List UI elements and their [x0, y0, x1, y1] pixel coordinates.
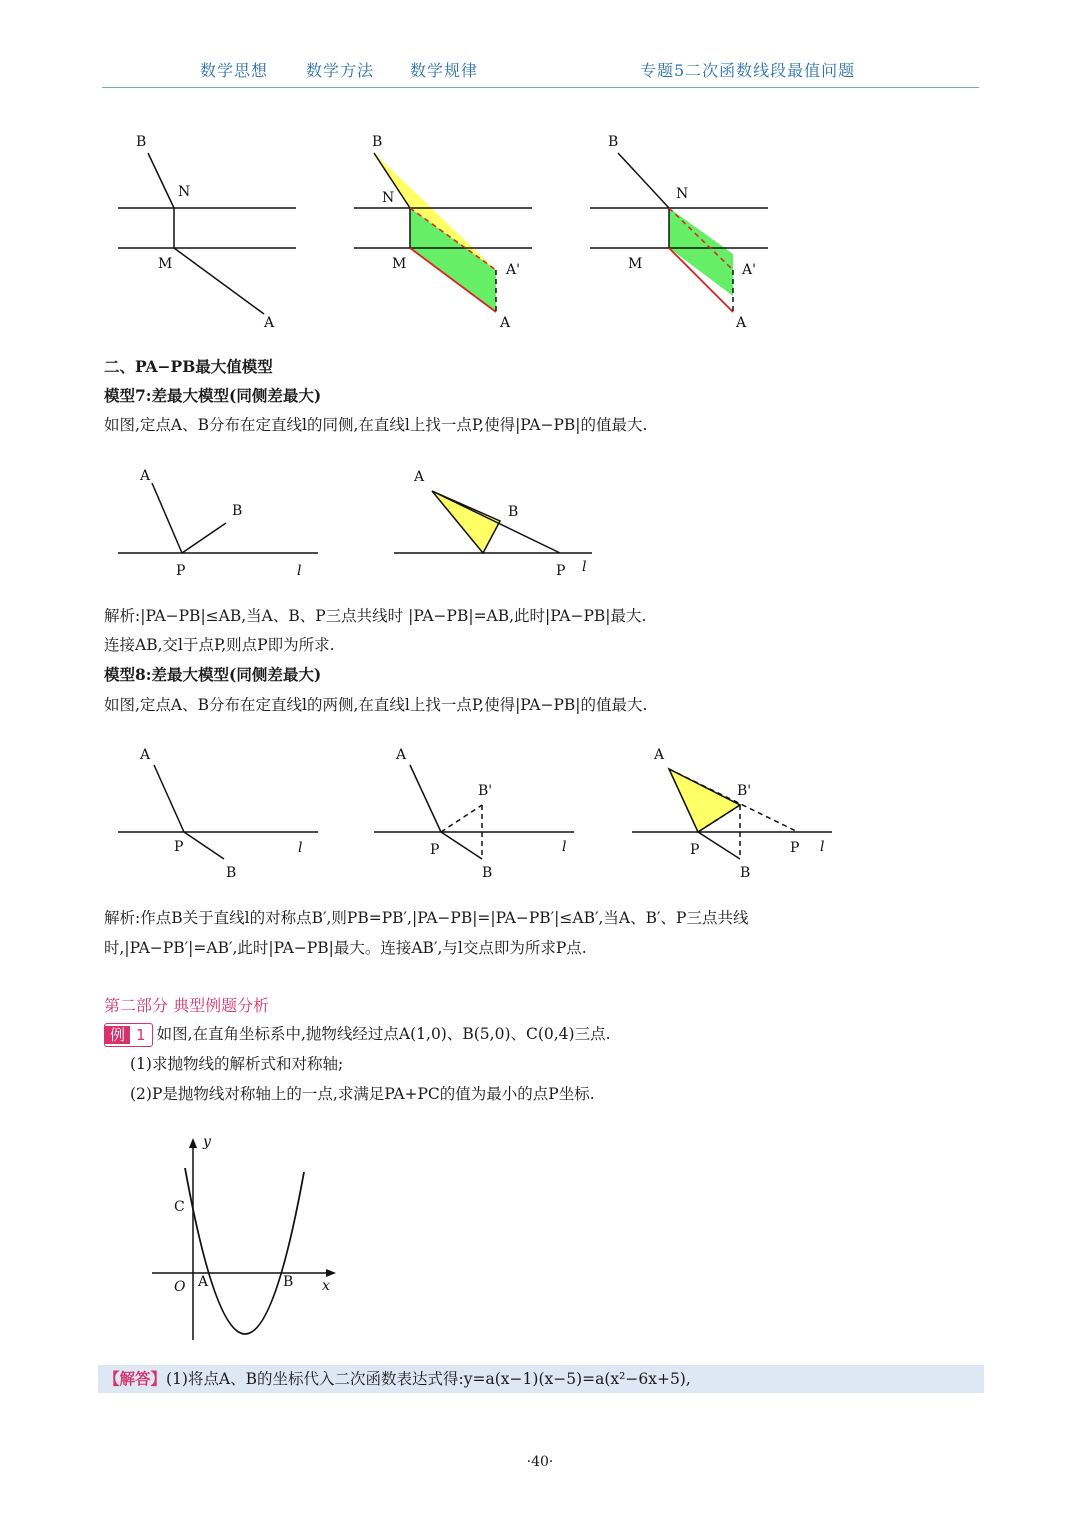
label-B: B [372, 134, 383, 150]
label-P: P [174, 839, 184, 855]
label-N: N [178, 184, 191, 200]
label-A: A [264, 315, 275, 331]
label-M: M [628, 256, 643, 272]
bridge-figure-1 [118, 134, 296, 331]
label-P: P [176, 563, 186, 579]
label-B: B [232, 503, 243, 519]
answer-line [104, 1368, 691, 1390]
label-B: B [508, 504, 519, 520]
bridge-figure-2 [354, 134, 532, 331]
parabola-curve [185, 1168, 304, 1334]
label-P: P [790, 840, 800, 856]
label-A: A [500, 315, 511, 331]
label-M: M [392, 256, 407, 272]
label-A: A [396, 747, 407, 763]
label-C: C [174, 1199, 185, 1215]
figure-model8 [100, 735, 840, 885]
label-l: l [820, 839, 825, 855]
answer-text: (1)将点A、B的坐标代入二次函数表达式得:y=a(x−1)(x−5)=a(x²−6x+5), [166, 1370, 691, 1388]
label-l: l [582, 559, 587, 575]
label-P: P [430, 842, 440, 858]
label-B: B [136, 134, 147, 150]
axis-y-label: y [203, 1134, 211, 1150]
model8-figure-3 [632, 747, 832, 881]
label-A: A [654, 747, 665, 763]
label-M: M [158, 256, 173, 272]
label-A-prime: A' [742, 262, 756, 278]
label-A: A [414, 469, 425, 485]
model8-analysis-1: 解析:作点B关于直线l的对称点B′,则PB=PB′,|PA−PB|=|PA−PB′|≤AB′,当A、B′、P三点共线 [104, 909, 749, 927]
model7-title: 模型7:差最大模型(同侧差最大) [104, 386, 322, 405]
model8-figure-2 [374, 747, 574, 881]
model8-analysis-2: 时,|PA−PB′|=AB′,此时|PA−PB|最大。连接AB′,与l交点即为所求P点. [104, 939, 587, 957]
model7-analysis-2: 连接AB,交l于点P,则点P即为所求. [104, 636, 335, 654]
answer-label: 【解答】 [104, 1369, 167, 1388]
header-topic: 专题5二次函数线段最值问题 [640, 61, 856, 80]
header-tag-1: 数学思想 [200, 61, 269, 80]
label-A: A [198, 1274, 209, 1290]
label-B: B [608, 134, 619, 150]
label-A: A [140, 468, 151, 484]
axis-x-label: x [322, 1278, 330, 1294]
section-title-pa-pb-max: 二、PA−PB最大值模型 [104, 357, 273, 376]
example-badge-label: 例 [105, 1026, 130, 1044]
example-badge-number: 1 [136, 1026, 146, 1044]
label-l: l [298, 840, 303, 856]
header-rule [102, 87, 979, 88]
model7-analysis-1: 解析:|PA−PB|≤AB,当A、B、P三点共线时 |PA−PB|=AB,此时|PA−PB|最大. [104, 607, 647, 625]
label-B-prime: B' [478, 783, 493, 799]
bridge-figure-3 [590, 134, 768, 331]
label-B: B [226, 865, 237, 881]
model7-description: 如图,定点A、B分布在定直线l的同侧,在直线l上找一点P,使得|PA−PB|的值最大. [104, 416, 648, 434]
model8-figure-1 [118, 747, 318, 881]
example-1-question-1: (1)求抛物线的解析式和对称轴; [130, 1055, 344, 1073]
label-B-prime: B' [737, 783, 752, 799]
label-A-prime: A' [506, 262, 520, 278]
example-1-stem: 如图,在直角坐标系中,抛物线经过点A(1,0)、B(5,0)、C(0,4)三点. [156, 1025, 611, 1043]
page-number: ·40· [526, 1454, 554, 1470]
label-l: l [562, 839, 567, 855]
label-B: B [482, 865, 493, 881]
model8-title: 模型8:差最大模型(同侧差最大) [104, 665, 322, 684]
label-l: l [297, 563, 302, 579]
example-1-stem-line [104, 1023, 611, 1047]
label-N: N [382, 190, 395, 206]
model7-figure-1 [118, 468, 318, 579]
figure-parabola [140, 1128, 360, 1348]
label-P: P [690, 842, 700, 858]
label-O: O [174, 1279, 186, 1295]
example-badge [104, 1023, 153, 1047]
header-tag-2: 数学方法 [306, 61, 375, 80]
label-A: A [140, 747, 151, 763]
figure-bridge-models [100, 120, 800, 335]
part2-title: 第二部分 典型例题分析 [104, 996, 270, 1015]
model8-description: 如图,定点A、B分布在定直线l的两侧,在直线l上找一点P,使得|PA−PB|的值最大. [104, 696, 648, 714]
model7-figure-2 [394, 469, 592, 579]
label-B: B [283, 1274, 294, 1290]
label-B: B [740, 865, 751, 881]
label-P: P [556, 563, 566, 579]
label-N: N [676, 186, 689, 202]
label-A: A [736, 315, 747, 331]
figure-model7 [100, 455, 620, 585]
example-1-question-2: (2)P是抛物线对称轴上的一点,求满足PA+PC的值为最小的点P坐标. [130, 1085, 595, 1103]
header-tag-3: 数学规律 [410, 61, 479, 80]
